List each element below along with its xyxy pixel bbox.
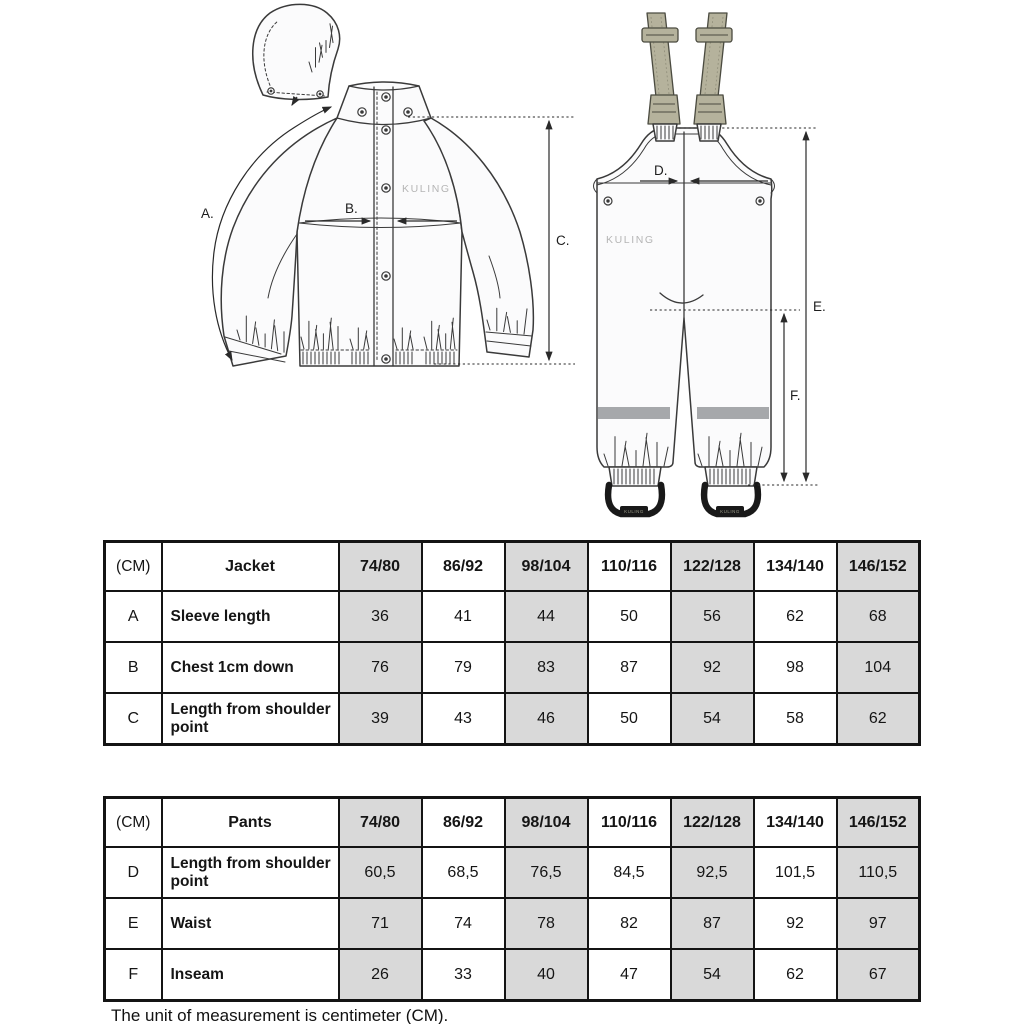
measurement-unit-note: The unit of measurement is centimeter (CM). (111, 1006, 449, 1024)
measure-value-cell: 40 (505, 949, 588, 1001)
measurement-row (105, 591, 920, 642)
measure-value-cell: 68 (837, 591, 920, 642)
measure-value-cell: 71 (339, 898, 422, 949)
measure-value-cell: 67 (837, 949, 920, 1001)
measure-value-cell: 83 (505, 642, 588, 693)
size-header-cell: 122/128 (671, 542, 754, 592)
unit-header-cell: (CM) (105, 798, 162, 848)
size-header-cell: 110/116 (588, 542, 671, 592)
measure-value-cell: 76 (339, 642, 422, 693)
hood-drawing (253, 4, 340, 105)
size-header-cell: 134/140 (754, 798, 837, 848)
jacket-drawing (201, 4, 575, 366)
measure-value-cell: 58 (754, 693, 837, 745)
size-header-cell: 146/152 (837, 798, 920, 848)
measure-value-cell: 84,5 (588, 847, 671, 898)
measure-value-cell: 39 (339, 693, 422, 745)
measure-value-cell: 41 (422, 591, 505, 642)
measure-value-cell: 62 (754, 591, 837, 642)
jacket-brand-text: KULING (402, 183, 451, 195)
leg-cuff-band-right (705, 467, 757, 486)
suspender-clip-left (648, 95, 680, 124)
hood-snap-dot (270, 90, 273, 93)
size-header-cell: 98/104 (505, 542, 588, 592)
reflective-stripe-left (598, 407, 670, 419)
pants-size-table (103, 796, 921, 1002)
suspender-strap-left (647, 13, 674, 97)
pants-label-d: D. (654, 163, 668, 178)
measure-value-cell: 56 (671, 591, 754, 642)
measure-value-cell: 26 (339, 949, 422, 1001)
hood-outline (253, 4, 340, 99)
pants-drawing (594, 13, 826, 515)
garment-name-cell: Pants (162, 798, 339, 848)
measure-label-cell: Waist (162, 898, 339, 949)
measure-value-cell: 87 (588, 642, 671, 693)
size-header-cell: 110/116 (588, 798, 671, 848)
measure-label-cell: Length from shoulder point (162, 847, 339, 898)
measure-code-cell: C (105, 693, 162, 745)
measure-value-cell: 101,5 (754, 847, 837, 898)
measure-value-cell: 46 (505, 693, 588, 745)
measure-value-cell: 87 (671, 898, 754, 949)
size-header-cell: 98/104 (505, 798, 588, 848)
measure-value-cell: 54 (671, 949, 754, 1001)
measure-label-cell: Sleeve length (162, 591, 339, 642)
measure-value-cell: 33 (422, 949, 505, 1001)
measure-value-cell: 74 (422, 898, 505, 949)
size-header-cell: 86/92 (422, 798, 505, 848)
size-header-cell: 86/92 (422, 542, 505, 592)
table-header-row (105, 798, 920, 848)
suspenders (642, 13, 732, 141)
hood-snap-dot (319, 93, 322, 96)
measure-code-cell: D (105, 847, 162, 898)
bib-rivet-dot (758, 199, 761, 202)
jacket-label-c: C. (556, 233, 570, 248)
measure-value-cell: 44 (505, 591, 588, 642)
measure-value-cell: 47 (588, 949, 671, 1001)
bib-rivet-dot (606, 199, 609, 202)
measure-value-cell: 92,5 (671, 847, 754, 898)
measure-value-cell: 50 (588, 693, 671, 745)
measurement-row (105, 642, 920, 693)
measure-value-cell: 82 (588, 898, 671, 949)
measure-value-cell: 76,5 (505, 847, 588, 898)
measure-value-cell: 62 (754, 949, 837, 1001)
measure-value-cell: 79 (422, 642, 505, 693)
size-header-cell: 134/140 (754, 542, 837, 592)
measure-value-cell: 60,5 (339, 847, 422, 898)
measure-code-cell: B (105, 642, 162, 693)
measurement-row (105, 693, 920, 745)
size-header-cell: 146/152 (837, 542, 920, 592)
foot-strap-brand: KULING (720, 509, 740, 514)
measure-label-cell: Length from shoulder point (162, 693, 339, 745)
garment-name-cell: Jacket (162, 542, 339, 592)
measure-code-cell: E (105, 898, 162, 949)
unit-header-cell: (CM) (105, 542, 162, 592)
measure-value-cell: 92 (754, 898, 837, 949)
measure-value-cell: 36 (339, 591, 422, 642)
measure-value-cell: 97 (837, 898, 920, 949)
measure-label-cell: Chest 1cm down (162, 642, 339, 693)
measurement-row (105, 847, 920, 898)
foot-strap-brand: KULING (624, 509, 644, 514)
measure-value-cell: 104 (837, 642, 920, 693)
jacket-size-table (103, 540, 921, 746)
measure-value-cell: 50 (588, 591, 671, 642)
measure-value-cell: 68,5 (422, 847, 505, 898)
jacket-label-b: B. (345, 201, 358, 216)
size-header-cell: 74/80 (339, 798, 422, 848)
suspender-strap-right (700, 13, 727, 97)
suspender-clip-right (694, 95, 726, 124)
measure-code-cell: F (105, 949, 162, 1001)
measure-value-cell: 92 (671, 642, 754, 693)
pants-label-f: F. (790, 388, 801, 403)
size-header-cell: 74/80 (339, 542, 422, 592)
measure-value-cell: 98 (754, 642, 837, 693)
measure-value-cell: 110,5 (837, 847, 920, 898)
measure-value-cell: 78 (505, 898, 588, 949)
table-header-row (105, 542, 920, 592)
measurement-row (105, 898, 920, 949)
size-tables (103, 540, 918, 1024)
measure-label-cell: Inseam (162, 949, 339, 1001)
measure-code-cell: A (105, 591, 162, 642)
measure-value-cell: 54 (671, 693, 754, 745)
measure-value-cell: 62 (837, 693, 920, 745)
leg-cuff-band-left (609, 467, 661, 486)
measurement-row (105, 949, 920, 1001)
pants-brand-text: KULING (606, 234, 655, 246)
size-header-cell: 122/128 (671, 798, 754, 848)
jacket-label-a: A. (201, 206, 214, 221)
pants-label-e: E. (813, 299, 826, 314)
reflective-stripe-right (697, 407, 769, 419)
measure-value-cell: 43 (422, 693, 505, 745)
